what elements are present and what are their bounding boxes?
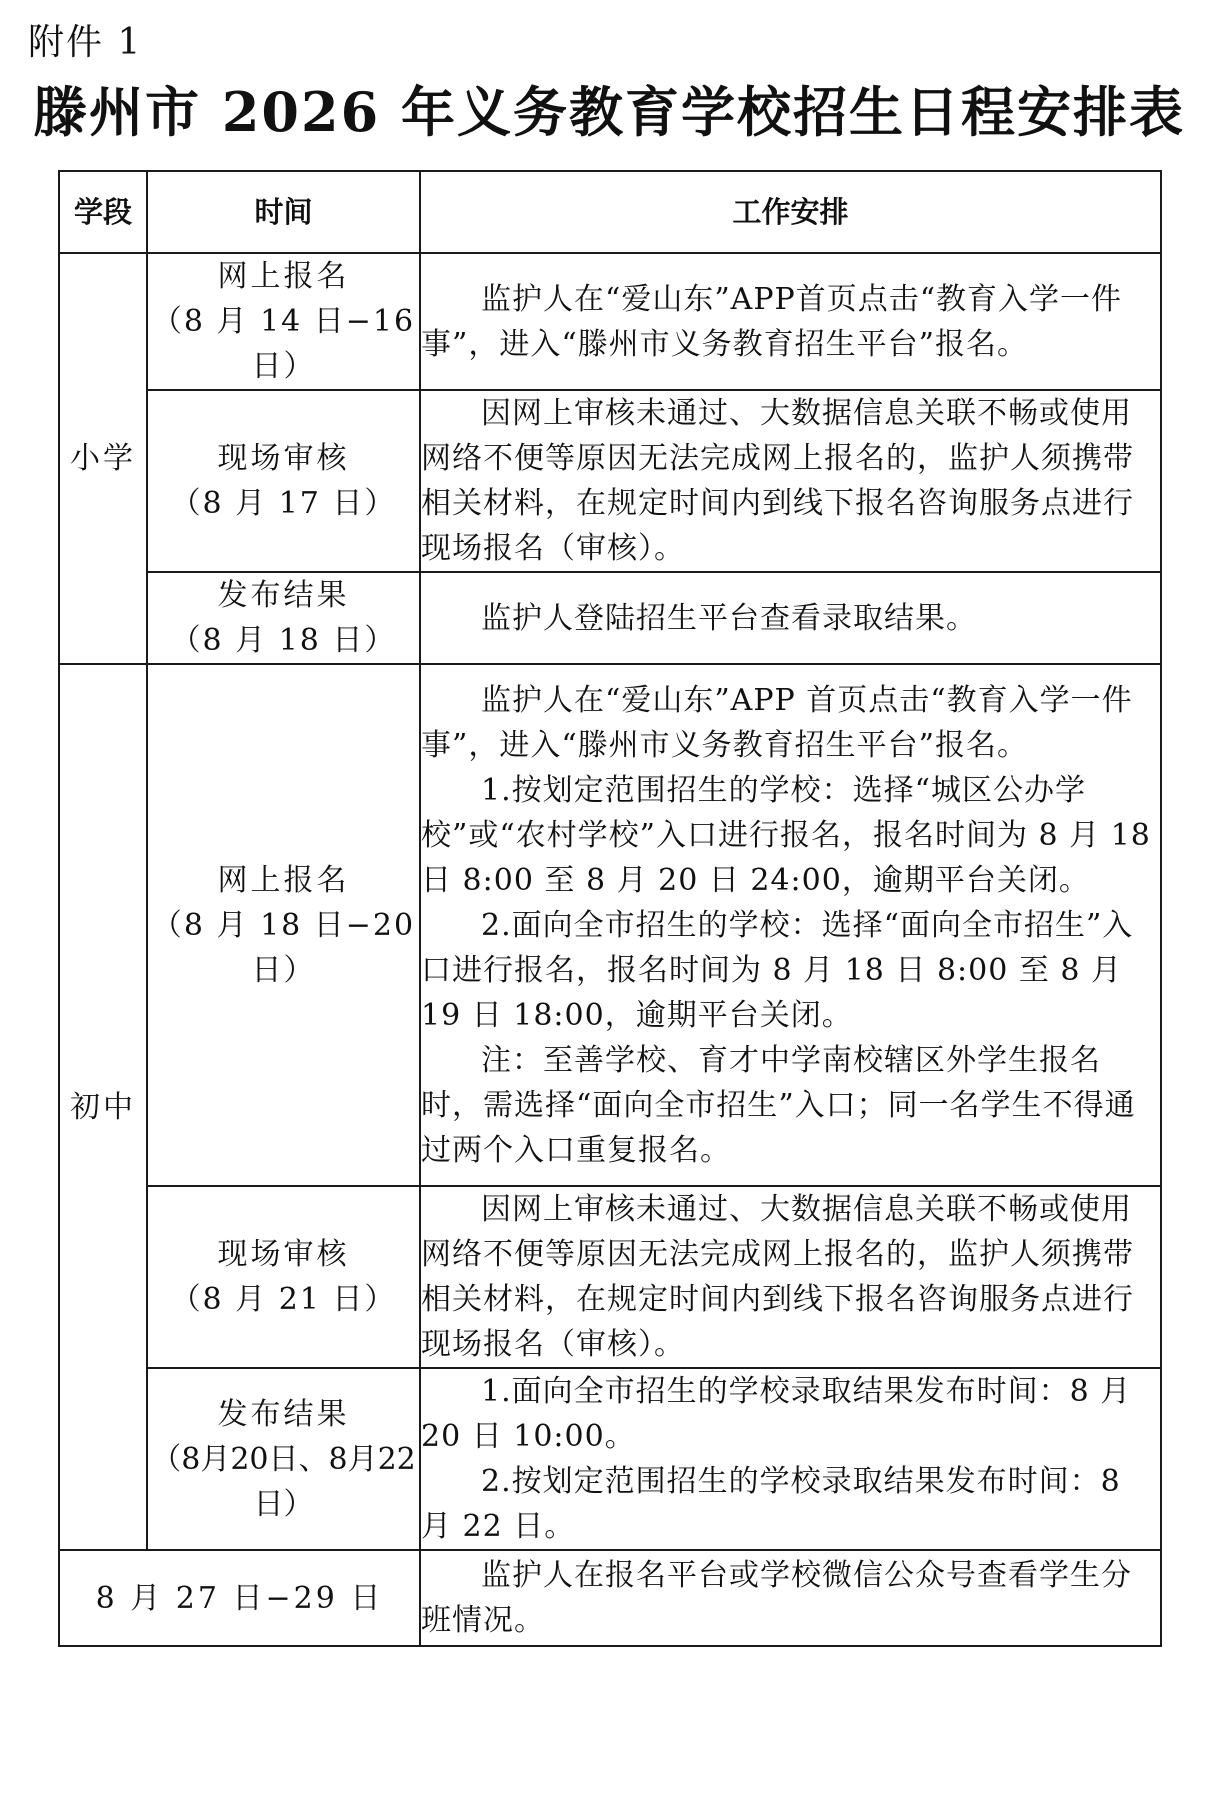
work-cell [420,664,1161,1186]
step-date: （8 月 14 日−16 日） [151,304,416,384]
step-date: （8月20日、8月22日） [151,1441,416,1522]
header-work: 工作安排 [420,171,1161,253]
work-paragraph: 监护人在“爱山东”APP 首页点击“教育入学一件事”，进入“滕州市义务教育招生平台”报名。 [421,682,1133,763]
time-cell [147,572,420,664]
table-row [59,1186,1161,1368]
work-paragraph: 监护人在“爱山东”APP首页点击“教育入学一件事”，进入“滕州市义务教育招生平台”报名。 [421,281,1123,362]
step-name: 现场审核 [217,1237,350,1272]
time-cell [147,390,420,572]
header-stage: 学段 [59,171,147,253]
work-cell [420,572,1161,664]
schedule-table [58,170,1162,1647]
table-row [59,664,1161,1186]
work-paragraph: 2.按划定范围招生的学校录取结果发布时间：8 月 22 日。 [421,1464,1121,1544]
table-row [59,390,1161,572]
time-cell [147,1368,420,1550]
work-paragraph: 监护人登陆招生平台查看录取结果。 [481,600,977,636]
work-cell [420,253,1161,390]
table-row [59,1368,1161,1550]
work-paragraph: 监护人在报名平台或学校微信公众号查看学生分班情况。 [421,1558,1132,1638]
step-name: 网上报名 [217,259,350,294]
header-time: 时间 [147,171,420,253]
table-header-row [59,171,1161,253]
time-cell [147,664,420,1186]
step-date: （8 月 18 日） [170,623,397,658]
final-date: 8 月 27 日−29 日 [59,1550,420,1646]
time-cell [147,253,420,390]
step-date: （8 月 21 日） [170,1282,397,1317]
work-cell [420,1186,1161,1368]
work-cell [420,390,1161,572]
step-date: （8 月 17 日） [170,486,397,521]
stage-primary: 小学 [59,253,147,664]
work-paragraph: 因网上审核未通过、大数据信息关联不畅或使用网络不便等原因无法完成网上报名的，监护人须携带相关材料，在规定时间内到线下报名咨询服务点进行现场报名（审核）。 [421,1192,1134,1362]
time-cell [147,1186,420,1368]
step-name: 发布结果 [217,1396,350,1432]
work-paragraph: 注：至善学校、育才中学南校辖区外学生报名时，需选择“面向全市招生”入口；同一名学生不得通过两个入口重复报名。 [421,1042,1136,1168]
attachment-label: 附件 1 [28,22,143,63]
work-paragraph: 1.面向全市招生的学校录取结果发布时间：8 月 20 日 10:00。 [421,1374,1132,1454]
work-paragraph: 因网上审核未通过、大数据信息关联不畅或使用网络不便等原因无法完成网上报名的，监护人须携带相关材料，在规定时间内到线下报名咨询服务点进行现场报名（审核）。 [421,396,1134,566]
work-paragraph: 2.面向全市招生的学校：选择“面向全市招生”入口进行报名，报名时间为 8 月 18 日 8:00 至 8 月 19 日 18:00，逾期平台关闭。 [421,907,1134,1033]
table-row [59,572,1161,664]
work-cell [420,1368,1161,1550]
work-cell [420,1550,1161,1646]
step-date: （8 月 18 日−20 日） [151,907,416,988]
step-name: 网上报名 [217,862,350,898]
stage-junior: 初中 [59,664,147,1550]
table-row [59,1550,1161,1646]
page-title: 滕州市 2026 年义务教育学校招生日程安排表 [33,80,1185,144]
step-name: 发布结果 [217,578,350,613]
table-row [59,253,1161,390]
step-name: 现场审核 [217,441,350,476]
work-paragraph: 1.按划定范围招生的学校：选择“城区公办学校”或“农村学校”入口进行报名，报名时间为 8 月 18 日 8:00 至 8 月 20 日 24:00，逾期平台关闭。 [421,772,1151,898]
